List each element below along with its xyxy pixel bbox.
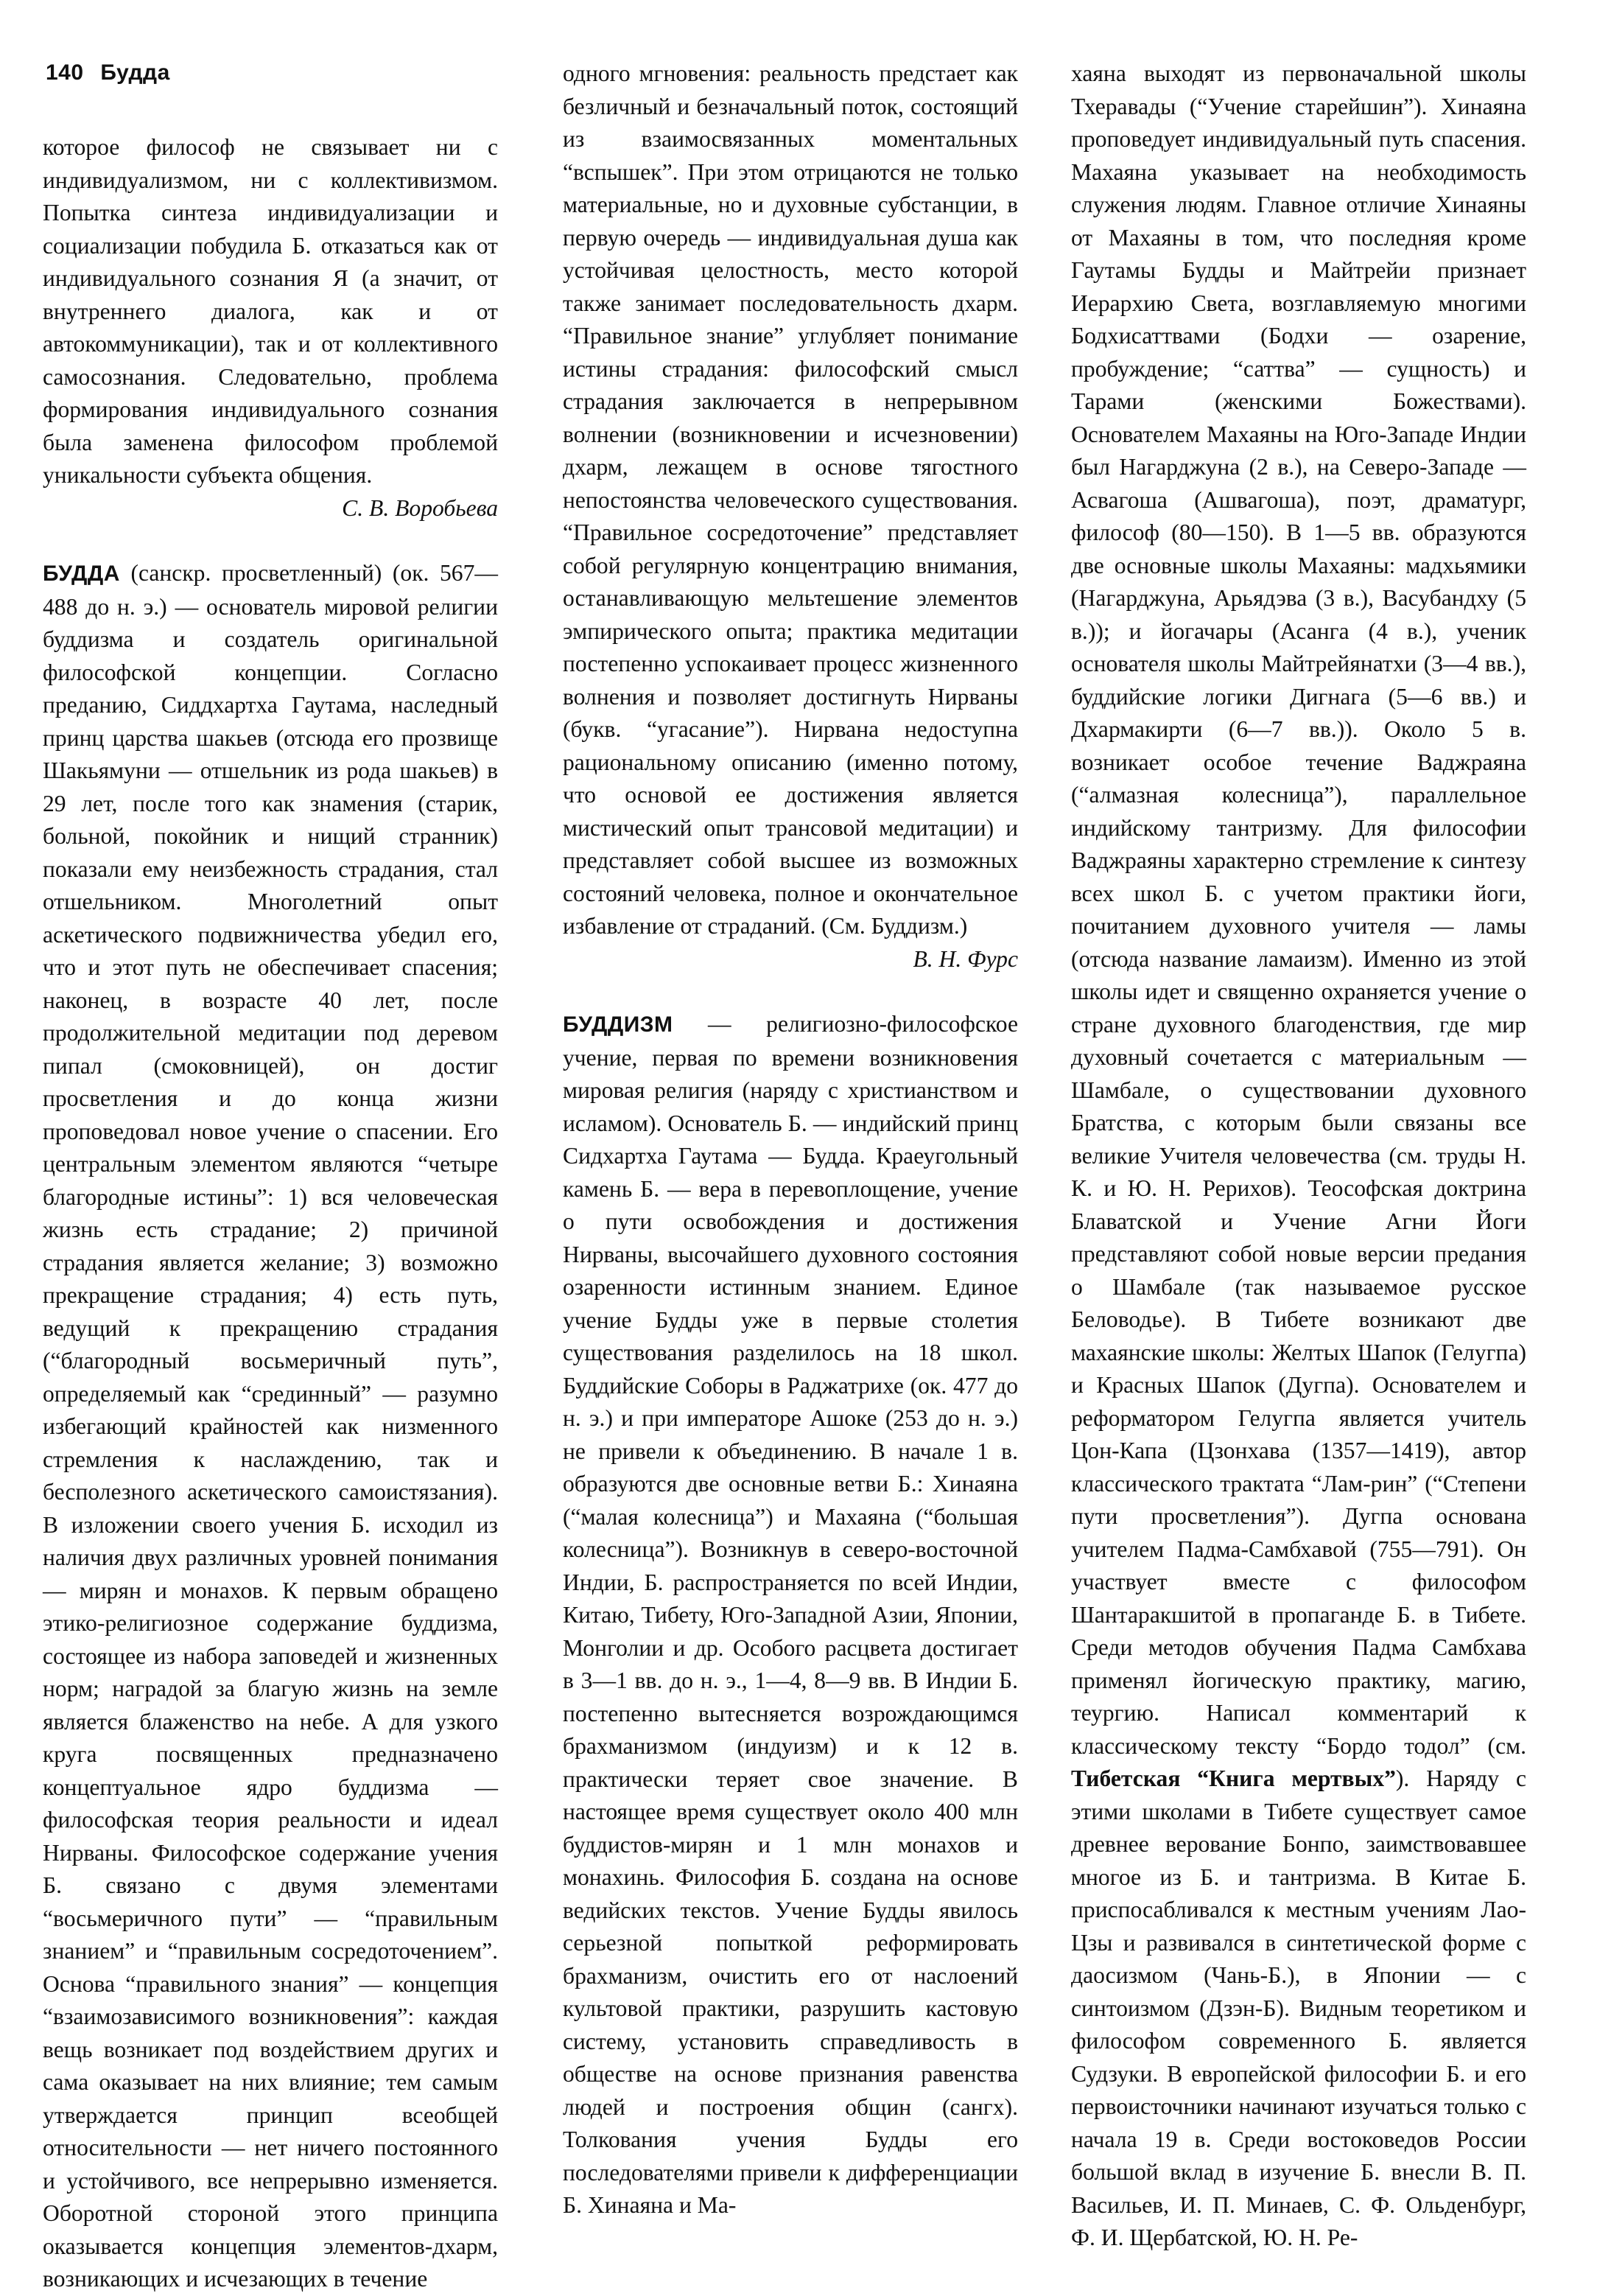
entry-buddhism xyxy=(563,1008,1018,2222)
entry-text: — религиозно-философское учение, первая по времени возникновения мировая религия (наряду с христианством и исламом). Основатель Б. — индийский принц Сидхартха Гаутама — Будда. Краеугольный камень Б. — вера в перевоплощение, учение о пути освобождения и достижения Нирваны, высочайшего духовного состояния озаренности истинным знанием. Единое учение Будды уже в первые столетия существования разделилось на 18 школ. Буддийские Соборы в Раджатрихе (ок. 477 до н. э.) и при императоре Ашоке (253 до н. э.) не привели к объединению. В начале 1 в. образуются две основные ветви Б.: Хинаяна (“малая колесница”) и Махаяна (“большая колесница”). Возникнув в северо-восточной Индии, Б. распространяется по всей Индии, Китаю, Тибету, Юго-Западной Азии, Японии, Монголии и др. Особого расцвета достигает в 3—1 вв. до н. э., 1—4, 8—9 вв. В Индии Б. постепенно вытесняется возрождающимся брахманизмом (индуизм) и к 12 в. практически теряет свое значение. В настоящее время существует около 400 млн буддистов-мирян и 1 млн монахов и монахинь. Философия Б. создана на основе ведийских текстов. Учение Будды явилось серьезной попыткой реформировать брахманизм, очистить его от наслоений культовой практики, разрушить кастовую систему, установить справедливость в обществе на основе признания равенства людей и построения общин (сангх). Толкования учения Будды его последователями привели к дифференциации Б. Хинаяна и Ма- xyxy=(563,1011,1018,2218)
continuation-paragraph: одного мгновения: реальность предстает как безличный и безначальный поток, состоящий из взаимосвязанных моментальных “вспышек”. При этом отрицаются не только материальные, но и духовные субстанции, в первую очередь — индивидуальная душа как устойчивая целостность, место которой также занимает последовательность дхарм. “Правильное знание” углубляет понимание истины страдания: философский смысл страдания заключается в непрерывном волнении (возникновении и исчезновении) дхарм, лежащем в основе тягостного непостоянства человеческого существования. “Правильное сосредоточение” представляет собой регулярную концентрацию внимания, останавливающую мельтешение элементов эмпирического опыта; практика медитации постепенно успокаивает процесс жизненного волнения и позволяет достигнуть Нирваны (букв. “угасание”). Нирвана недоступна рациональному описанию (именно потому, что основой ее достижения является мистический опыт трансовой медитации) и представляет собой высшее из возможных состояний человека, полное и окончательное избавление от страданий. (См. Буддизм.) xyxy=(563,60,1018,939)
headword: БУДДА xyxy=(43,561,120,586)
author-signature: В. Н. Фурс xyxy=(913,945,1018,972)
running-title: Будда xyxy=(100,60,170,85)
continuation-paragraph: которое философ не связывает ни с индивидуализмом, ни с коллективизмом. Попытка синтеза индивидуализации и социализации побудила Б. отказаться как от индивидуального сознания Я (а значит, от внутреннего диалога, как и от автокоммуникации), так и от коллективного самосознания. Следовательно, проблема формирования индивидуального сознания была заменена философом проблемой уникальности субъекта общения. xyxy=(43,134,498,488)
text-part-b: ). Наряду с этими школами в Тибете существует самое древнее верование Бонпо, заимствовавшее многое из Б. и тантризма. В Китае Б. приспосабливался к местным учениям Лао-Цзы и развивался в синтетической форме с даосизмом (Чань-Б.), в Японии — с синтоизмом (Дзэн-Б). Видным теоретиком и философом современного Б. является Судзуки. В европейской философии Б. и его первоисточники начинают изучаться только с начала 19 в. Среди востоковедов России большой вклад в изучение Б. внесли В. П. Васильев, И. П. Минаев, С. Ф. Ольденбург, Ф. И. Щербатской, Ю. Н. Ре- xyxy=(1071,1765,1526,2250)
entry-text: (санскр. просветленный) (ок. 567—488 до н. э.) — основатель мировой религии буддизма и создатель оригинальной философской концепции. Согласно преданию, Сиддхартха Гаутама, наследный принц царства шакьев (отсюда его прозвище Шакьямуни — отшельник из рода шакьев) в 29 лет, после того как знамения (старик, больной, покойник и нищий странник) показали ему неизбежность страдания, стал отшельником. Многолетний опыт аскетического подвижничества убедил его, что и этот путь не обеспечивает спасения; наконец, в возрасте 40 лет, после продолжительной медитации под деревом пипал (смоковницей), он достиг просветления и до конца жизни проповедовал новое учение о спасении. Его центральным элементом являются “четыре благородные истины”: 1) вся человеческая жизнь есть страдание; 2) причиной страдания является желание; 3) возможно прекращение страдания; 4) есть путь, ведущий к прекращению страдания (“благородный восьмеричный путь”, определяемый как “срединный” — разумно избегающий крайностей как низменного стремления к наслаждению, так и бесполезного аскетического самоистязания). В изложении своего учения Б. исходил из наличия двух различных уровней понимания — мирян и монахов. К первым обращено этико-религиозное содержание буддизма, состоящее из набора заповедей и жизненных норм; наградой за благую жизнь на земле является блаженство на небе. А для узкого круга посвященных предназначено концептуальное ядро буддизма — философская теория реальности и идеал Нирваны. Философское содержание учения Б. связано с двумя элементами “восьмеричного пути” — “правильным знанием” и “правильным сосредоточением”. Основа “правильного знания” — концепция “взаимозависимого возникновения”: каждая вещь возникает под воздействием других и сама оказывает на них влияние; тем самым утверждается принцип всеобщей относительности — нет ничего постоянного и устойчивого, все непрерывно изменяется. Оборотной стороной этого принципа оказывается концепция элементов-дхарм, возникающих и исчезающих в течение xyxy=(43,560,498,2292)
author-signature: С. В. Воробьева xyxy=(342,494,498,521)
page-number: 140 xyxy=(46,60,84,85)
cross-reference-link[interactable]: Тибетская “Книга мертвых” xyxy=(1071,1765,1396,1791)
column-3 xyxy=(1071,57,1526,2255)
column-2 xyxy=(563,57,1018,2222)
text-part-a: хаяна выходят из первоначальной школы Тхеравады (“Учение старейшин”). Хинаяна проповедует индивидуальный путь спасения. Махаяна указывает на необходимость служения людям. Главное отличие Хинаяны от Махаяны в том, что последняя кроме Гаутамы Будды и Майтрейи признает Иерархию Света, возглавляемую многими Бодхисаттвами (Бодхи — озарение, пробуждение; “саттва” — сущность) и Тарами (женскими Божествами). Основателем Махаяны на Юго-Западе Индии был Нагарджуна (2 в.), на Северо-Западе — Асвагоша (Ашвагоша), поэт, драматург, философ (80—150). В 1—5 вв. образуются две основные школы Махаяны: мадхьямики (Нагарджуна, Арьядэва (3 в.), Васубандху (5 в.)); и йогачары (Асанга (4 в.), ученик основателя школы Майтрейянатхи (3—4 вв.), буддийские логики Дигнага (5—6 вв.) и Дхармакирти (6—7 вв.)). Около 5 в. возникает особое течение Ваджраяна (“алмазная колесница”), параллельное индийскому тантризму. Для философии Ваджраяны характерно стремление к синтезу всех школ Б. с учетом практики йоги, почитанием духовного учителя — ламы (отсюда название ламаизм). Именно из этой школы идет и священно охраняется учение о стране духовного благоденствия, где мир духовный сочетается с материальным — Шамбале, о существовании духовного Братства, с которым были связаны все великие Учителя человечества (см. труды Н. К. и Ю. Н. Рерихов). Теософская доктрина Блаватской и Учение Агни Йоги представляют собой новые версии предания о Шамбале (так называемое русское Беловодье). В Тибете возникают две махаянские школы: Желтых Шапок (Гелугпа) и Красных Шапок (Дугпа). Основателем и реформатором Гелугпа является учитель Цон-Капа (Цзонхава (1357—1419), автор классического трактата “Лам-рин” (“Степени пути просветления”). Дугпа основана учителем Падма-Самбхавой (755—791). Он участвует вместе с философом Шантаракшитой в пропаганде Б. в Тибете. Среди методов обучения Падма Самбхава применял йогическую практику, магию, теургию. Написал комментарий к классическому тексту “Бордо тодол” (см. xyxy=(1071,60,1526,1759)
column-1 xyxy=(43,131,498,2296)
headword: БУДДИЗМ xyxy=(563,1012,673,1037)
continuation-paragraph xyxy=(1071,57,1526,2255)
running-head xyxy=(46,60,170,85)
entry-buddha xyxy=(43,557,498,2296)
